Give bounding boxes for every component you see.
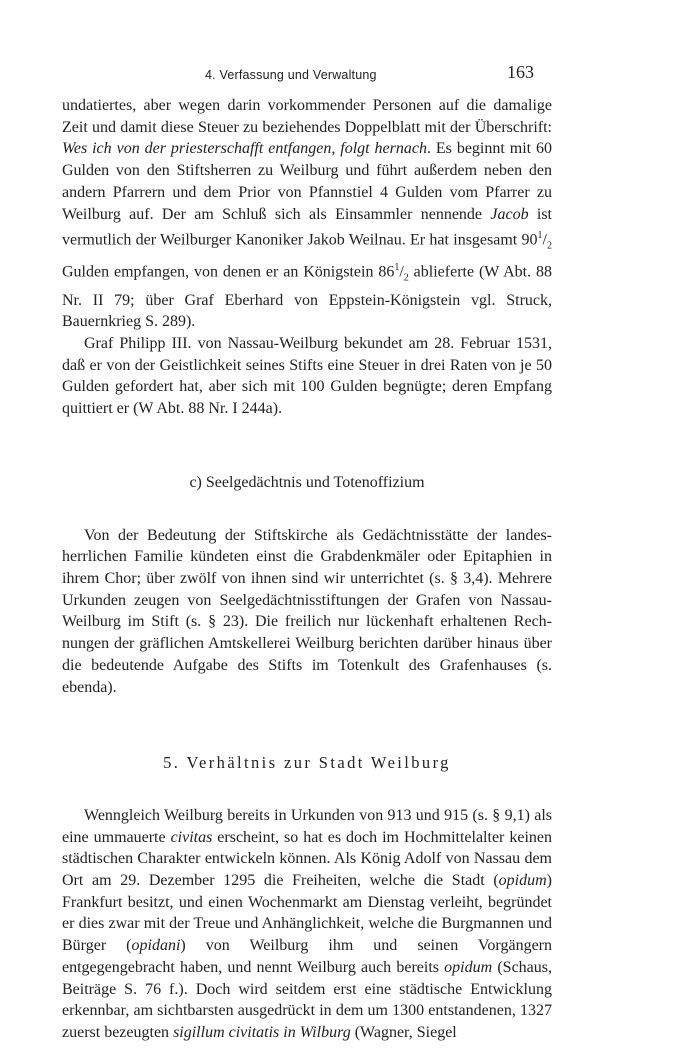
fraction-slash: /: [542, 231, 547, 249]
fraction-denominator: 2: [403, 272, 409, 284]
subsection-heading: c) Seelgedächtnis und Totenoffizium: [189, 473, 425, 491]
name-italic: Jacob: [490, 205, 529, 223]
fraction-slash: /: [399, 263, 404, 281]
paragraph-continued: [62, 95, 552, 333]
latin-term: civitas: [170, 828, 213, 846]
fraction-numerator: 1: [537, 230, 543, 242]
running-header: [0, 62, 700, 88]
text-run: undatiertes, aber wegen darin vorkommender Personen auf die damalige Zeit und damit diese Steuer zu beziehendes Doppelblatt mit der Überschrift:: [62, 97, 552, 136]
latin-term: opidum: [444, 958, 493, 976]
fraction-numerator: 1: [394, 262, 400, 274]
section-heading: 5. Verhältnis zur Stadt Weilburg: [163, 753, 451, 773]
body-text: [62, 95, 552, 1044]
latin-term: sigillum civitatis in Wilburg: [173, 1023, 351, 1041]
fraction-denominator: 2: [547, 240, 552, 252]
paragraph: Von der Bedeutung der Stiftskirche als Gedächtnisstätte der landesherrlichen Familie kündeten einst die Grabdenkmäler oder Epitaphien in ihrem Chor; über zwölf von ihnen sind wir unterrichtet (s. § 3,4). Mehrere Urkunden zeugen von Seelgedächtnisstiftungen der Grafen von Nassau-Weilburg im Stift (s. § 23). Die freilich nur lückenhaft erhaltenen Rechnungen der gräflichen Amtskellerei Weilburg berichten darüber hinaus über die bedeutende Aufgabe des Stifts im Totenkult des Grafenhauses (s. ebenda).: [62, 526, 552, 696]
text-run: ) von Weilburg ihm und seinen Vorgängern entgegengebracht haben, und nennt Weilburg auch bereits: [62, 937, 552, 976]
text-run: erscheint, so hat es doch im Hochmittelalter keinen städtischen Charakter entwickeln können. Als König Adolf von Nassau dem Ort am 29. Dezember 1295 die Freiheiten, welche die Stadt (: [62, 828, 552, 890]
paragraph: Graf Philipp III. von Nassau-Weilburg bekundet am 28. Februar 1531, daß er von der Geistlichkeit seines Stifts eine Steuer in drei Raten von je 50 Gulden gefordert hat, aber sich mit 100 Gulden begnügte; deren Empfang quittiert er (W Abt. 88 Nr. I 244a).: [62, 335, 552, 418]
text-run: Wenngleich Weilburg bereits in Urkunden von 913 und 915 (s. § 9,1) als eine ummauerte: [62, 806, 552, 846]
latin-term: opidum: [498, 872, 547, 890]
text-run: ) Frankfurt besitzt, und einen Wochenmarkt am Dienstag verleiht, begründet er dies zwar mit der Treue und Anhänglichkeit, welche die Burgmannen und Bürger (: [62, 872, 552, 955]
running-title: 4. Verfassung und Verwaltung: [205, 68, 377, 82]
quoted-title: Wes ich von der priesterschafft entfangen, folgt hernach: [62, 140, 427, 158]
paragraph: [62, 805, 552, 1044]
text-run: (Schaus, Beiträge S. 76 f.). Doch wird seitdem erst eine städtische Entwicklung erkennbar, am sichtbarsten ausgedrückt in dem um 1300 entstandenen, 1327 zuerst bezeugten: [62, 958, 552, 1041]
text-run: ist vermutlich der Weilburger Kanoniker Jakob Weilnau. Er hat insgesamt 90: [62, 205, 553, 249]
text-run: (Wagner, Siegel: [350, 1023, 457, 1041]
latin-term: opidani: [131, 937, 181, 955]
text-run: ablieferte (W Abt. 88 Nr. II 79; über Graf Eberhard von Eppstein-Königstein vgl. Struck, Bauernkrieg S. 289).: [62, 263, 552, 331]
text-run: Gulden empfangen, von denen er an Königstein 86: [62, 263, 395, 281]
page-number: 163: [507, 62, 534, 82]
text-run: . Es beginnt mit 60 Gulden von den Stiftsherren zu Weilburg und führt außerdem neben den andern Pfarrern und dem Prior von Pfannstiel 4 Gulden vom Pfarrer zu Weilburg auf. Der am Schluß sich als Einsammler nennende: [62, 140, 553, 223]
